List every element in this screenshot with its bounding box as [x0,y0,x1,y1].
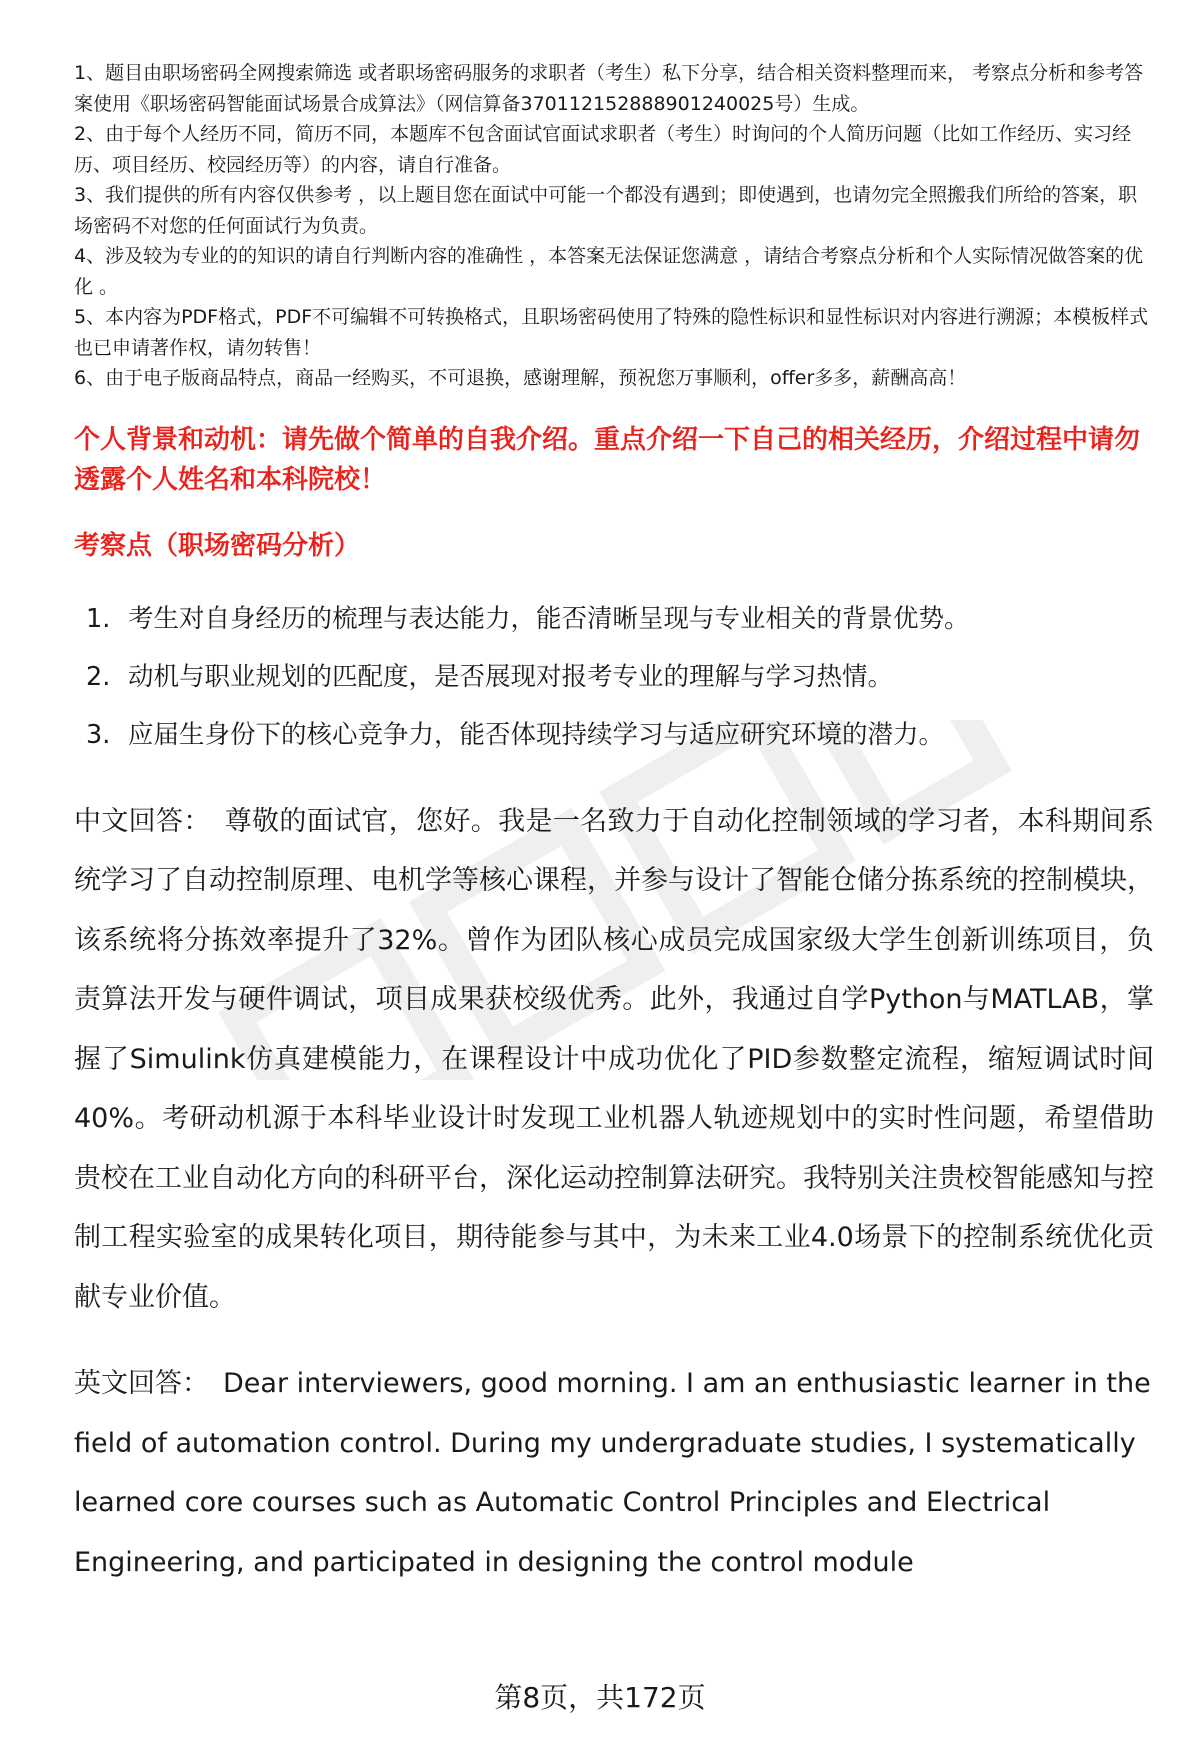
section-title: 考察点（职场密码分析） [74,530,361,561]
english-answer-text: Dear interviewers, good morning. I am an enthusiastic learner in the field of automation control. During my undergraduate studies, I systematically learned core courses such as Automatic Control Principles and Electrical Engineering, and participated in designing the control module [74,1368,1151,1578]
chinese-answer [74,792,1154,1328]
page-footer: 第8页，共172页 [494,1681,706,1714]
point-text: 考生对自身经历的梳理与表达能力，能否清晰呈现与专业相关的背景优势。 [128,603,970,634]
point-text: 动机与职业规划的匹配度，是否展现对报考专业的理解与学习热情。 [128,661,894,692]
notice-item: 1、题目由职场密码全网搜索筛选 或者职场密码服务的求职者（考生）私下分享，结合相关资料整理而来， 考察点分析和参考答案使用《职场密码智能面试场景合成算法》（网信算备370112152888901240025号）生成。 [74,62,1144,115]
point-number: 2. [86,661,111,692]
chinese-answer-text: 尊敬的面试官，您好。我是一名致力于自动化控制领域的学习者，本科期间系统学习了自动控制原理、电机学等核心课程，并参与设计了智能仓储分拣系统的控制模块，该系统将分拣效率提升了32%。曾作为团队核心成员完成国家级大学生创新训练项目，负责算法开发与硬件调试，项目成果获校级优秀。此外，我通过自学Python与MATLAB，掌握了Simulink仿真建模能力，在课程设计中成功优化了PID参数整定流程，缩短调试时间40%。考研动机源于本科毕业设计时发现工业机器人轨迹规划中的实时性问题，希望借助贵校在工业自动化方向的科研平台，深化运动控制算法研究。我特别关注贵校智能感知与控制工程实验室的成果转化项目，期待能参与其中，为未来工业4.0场景下的控制系统优化贡献专业价值。 [74,805,1155,1313]
point-text: 应届生身份下的核心竞争力，能否体现持续学习与适应研究环境的潜力。 [128,719,945,750]
assessment-points [74,590,1154,764]
assessment-point [74,648,1154,706]
notice-list [74,58,1154,394]
question-heading: 个人背景和动机：请先做个简单的自我介绍。重点介绍一下自己的相关经历，介绍过程中请勿透露个人姓名和本科院校！ [74,424,1141,495]
notice-item: 3、我们提供的所有内容仅供参考 ，以上题目您在面试中可能一个都没有遇到；即使遇到，也请勿完全照搬我们所给的答案，职场密码不对您的任何面试行为负责。 [74,184,1138,237]
point-number: 3. [86,719,111,750]
notice-item: 4、涉及较为专业的的知识的请自行判断内容的准确性 ，本答案无法保证您满意 ，请结合考察点分析和个人实际情况做答案的优化 。 [74,245,1144,298]
english-answer [74,1354,1154,1592]
notice-item: 5、本内容为PDF格式，PDF不可编辑不可转换格式，且职场密码使用了特殊的隐性标识和显性标识对内容进行溯源；本模板样式也已申请著作权，请勿转售！ [74,306,1149,359]
document-page [74,58,1154,1619]
notice-item: 2、由于每个人经历不同，简历不同，本题库不包含面试官面试求职者（考生）时询问的个人简历问题（比如工作经历、实习经历、项目经历、校园经历等）的内容，请自行准备。 [74,123,1132,176]
english-answer-label: 英文回答： [74,1368,209,1399]
notice-item: 6、由于电子版商品特点，商品一经购买，不可退换，感谢理解，预祝您万事顺利，offer多多，薪酬高高！ [74,367,967,389]
chinese-answer-label: 中文回答： [74,805,211,837]
assessment-point [74,706,1154,764]
assessment-point [74,590,1154,648]
point-number: 1. [86,603,111,634]
